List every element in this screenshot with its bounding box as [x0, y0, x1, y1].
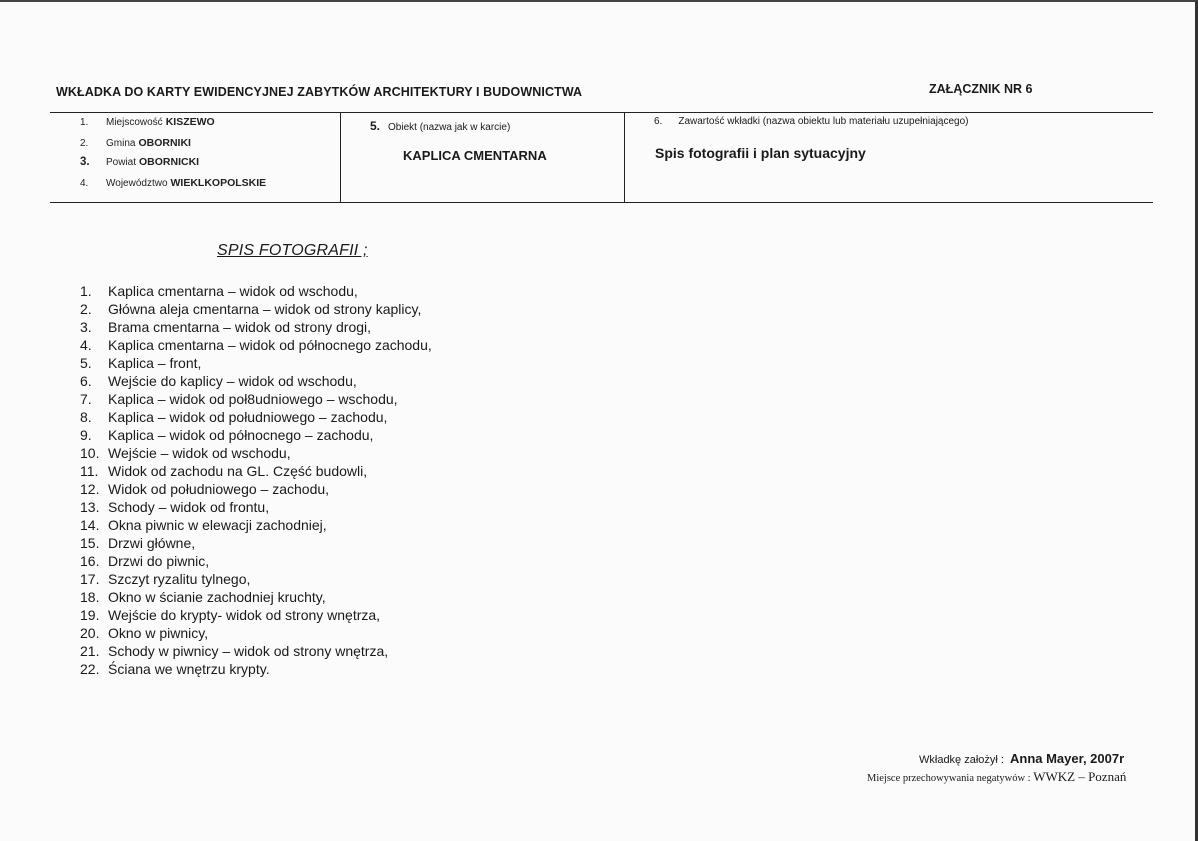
list-item — [80, 408, 432, 426]
author-line: Wkładkę założył : Anna Mayer, 2007r — [919, 751, 1125, 766]
list-item-text: Kaplica – widok od poł8udniowego – wschodu, — [108, 391, 398, 407]
list-item — [80, 552, 432, 570]
list-item-text: Wejście – widok od wschodu, — [108, 445, 291, 461]
list-item-text: Okno w ścianie zachodniej kruchty, — [108, 589, 326, 605]
list-item-text: Drzwi do piwnic, — [108, 553, 210, 569]
field-voivodeship: 4. Województwo WIEKLKOPOLSKIE — [80, 177, 267, 189]
table-top-rule — [50, 112, 1153, 113]
list-item-number: 20. — [80, 625, 100, 641]
table-bottom-rule — [50, 202, 1153, 203]
list-item — [80, 660, 432, 678]
list-item — [80, 480, 432, 498]
list-item — [80, 300, 432, 318]
list-item-text: Ściana we wnętrzu krypty. — [108, 661, 270, 677]
list-item-number: 17. — [80, 571, 100, 587]
list-item-text: Drzwi główne, — [108, 535, 196, 551]
contents-label: 6. Zawartość wkładki (nazwa obiektu lub materiału uzupełniającego) — [654, 116, 969, 127]
list-item-number: 2. — [80, 301, 92, 317]
column-divider-1 — [340, 112, 341, 202]
list-item-number: 3. — [80, 319, 92, 335]
list-item — [80, 498, 432, 516]
list-item-text: Wejście do krypty- widok od strony wnętrza, — [108, 607, 381, 623]
list-item — [80, 318, 432, 336]
list-item — [80, 606, 432, 624]
list-item-text: Widok od południowego – zachodu, — [108, 481, 330, 497]
list-item-number: 12. — [80, 481, 100, 497]
list-item-number: 15. — [80, 535, 100, 551]
annex-number: ZAŁĄCZNIK NR 6 — [929, 82, 1033, 96]
list-item-number: 13. — [80, 499, 100, 515]
list-item — [80, 624, 432, 642]
list-item-number: 1. — [80, 283, 92, 299]
list-item — [80, 282, 432, 300]
list-item-number: 16. — [80, 553, 100, 569]
list-item-number: 14. — [80, 517, 100, 533]
column-divider-2 — [624, 112, 625, 202]
photo-list-title: SPIS FOTOGRAFII ; — [217, 242, 368, 259]
list-item-number: 4. — [80, 337, 92, 353]
object-value: KAPLICA CMENTARNA — [403, 148, 547, 163]
list-item — [80, 336, 432, 354]
list-item-number: 11. — [80, 463, 99, 479]
list-item-text: Wejście do kaplicy – widok od wschodu, — [108, 373, 357, 389]
list-item-text: Szczyt ryzalitu tylnego, — [108, 571, 251, 587]
list-item-text: Kaplica cmentarna – widok od wschodu, — [108, 283, 358, 299]
list-item-number: 21. — [80, 643, 100, 659]
list-item-text: Widok od zachodu na GL. Część budowli, — [108, 463, 368, 479]
list-item-number: 9. — [80, 427, 92, 443]
list-item — [80, 588, 432, 606]
list-item — [80, 534, 432, 552]
list-item-text: Główna aleja cmentarna – widok od strony kaplicy, — [108, 301, 422, 317]
list-item-number: 18. — [80, 589, 100, 605]
list-item — [80, 444, 432, 462]
list-item-text: Okna piwnic w elewacji zachodniej, — [108, 517, 327, 533]
list-item-number: 8. — [80, 409, 92, 425]
list-item-text: Okno w piwnicy, — [108, 625, 209, 641]
list-item-number: 6. — [80, 373, 92, 389]
list-item-text: Brama cmentarna – widok od strony drogi, — [108, 319, 372, 335]
list-item-number: 19. — [80, 607, 100, 623]
field-commune: 2. Gmina OBORNIKI — [80, 137, 191, 149]
list-item-number: 7. — [80, 391, 92, 407]
list-item-number: 10. — [80, 445, 100, 461]
field-locality: 1. Miejscowość KISZEWO — [80, 116, 215, 128]
list-item-text: Kaplica cmentarna – widok od północnego zachodu, — [108, 337, 432, 353]
negatives-location-line: Miejsce przechowywania negatywów : WWKZ – Poznań — [867, 769, 1127, 784]
list-item-number: 22. — [80, 661, 100, 677]
list-item — [80, 426, 432, 444]
list-item — [80, 372, 432, 390]
list-item — [80, 516, 432, 534]
list-item — [80, 570, 432, 588]
list-item — [80, 354, 432, 372]
photo-list — [80, 282, 432, 678]
list-item-text: Kaplica – widok od południowego – zachodu, — [108, 409, 388, 425]
contents-value: Spis fotografii i plan sytuacyjny — [655, 145, 866, 161]
field-county: 3. Powiat OBORNICKI — [80, 156, 200, 168]
list-item-text: Kaplica – widok od północnego – zachodu, — [108, 427, 374, 443]
list-item-number: 5. — [80, 355, 92, 371]
list-item-text: Schody w piwnicy – widok od strony wnętrza, — [108, 643, 389, 659]
object-label: 5. Obiekt (nazwa jak w karcie) — [370, 119, 511, 133]
list-item-text: Schody – widok od frontu, — [108, 499, 270, 515]
list-item — [80, 642, 432, 660]
list-item — [80, 390, 432, 408]
list-item-text: Kaplica – front, — [108, 355, 202, 371]
list-item — [80, 462, 432, 480]
document-title: WKŁADKA DO KARTY EWIDENCYJNEJ ZABYTKÓW ARCHITEKTURY I BUDOWNICTWA — [56, 85, 583, 99]
